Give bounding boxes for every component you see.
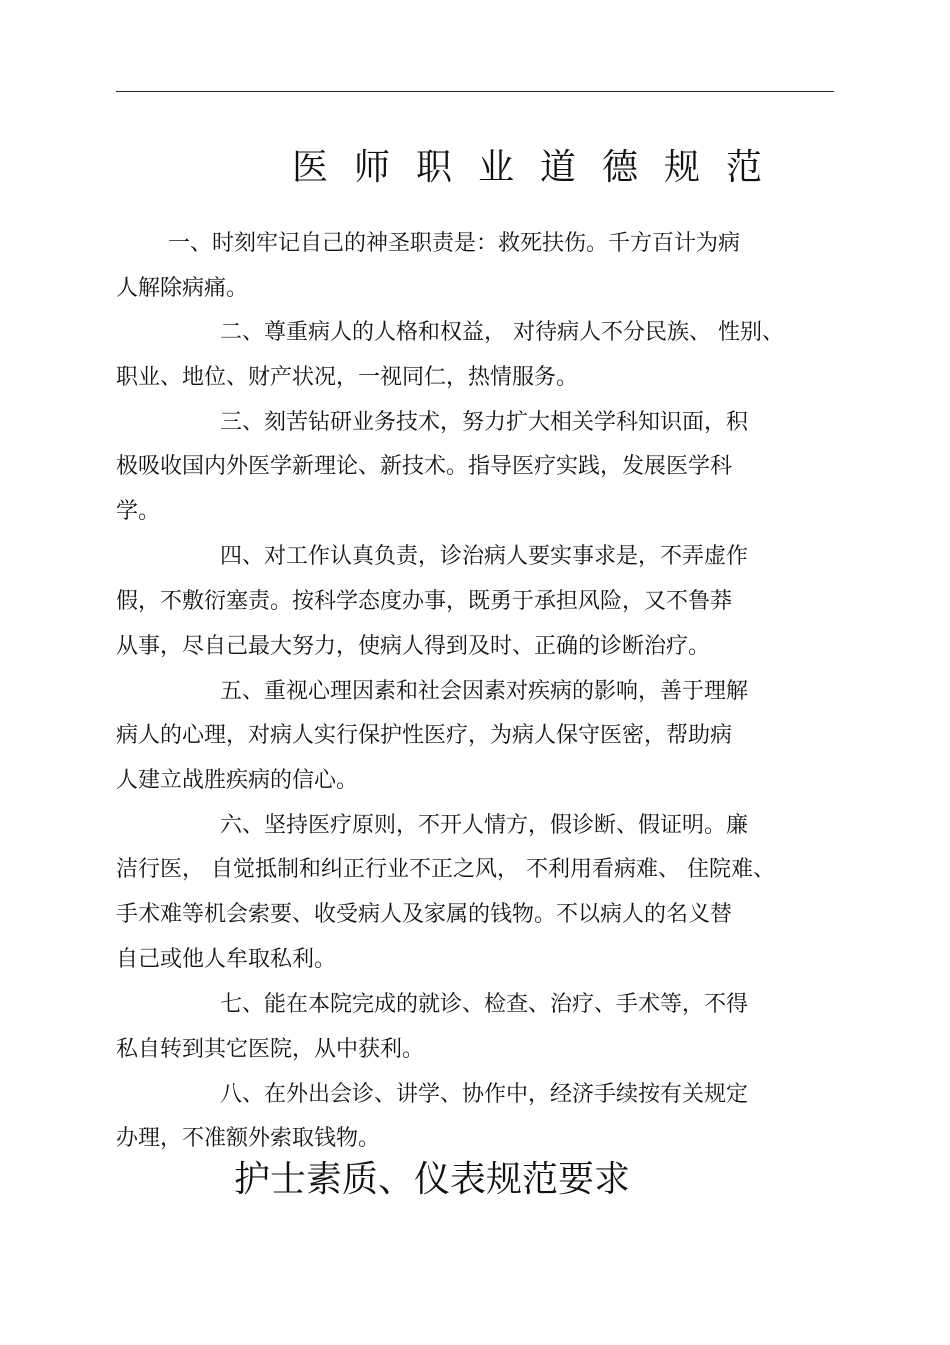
document-title: 医师职业道德规范 bbox=[292, 147, 789, 188]
line-4-2: 假，不敷衍塞责。按科学态度办事，既勇于承担风险，又不鲁莽 bbox=[116, 589, 733, 614]
line-5-3: 人建立战胜疾病的信心。 bbox=[116, 768, 359, 793]
line-8-1: 八、在外出会诊、讲学、协作中，经济手续按有关规定 bbox=[220, 1082, 749, 1107]
line-3-2: 极吸收国内外医学新理论、新技术。指导医疗实践，发展医学科 bbox=[116, 454, 733, 479]
line-3-1: 三、刻苦钻研业务技术，努力扩大相关学科知识面，积 bbox=[220, 410, 749, 435]
line-5-2: 病人的心理，对病人实行保护性医疗，为病人保守医密，帮助病 bbox=[116, 723, 733, 748]
line-4-1: 四、对工作认真负责，诊治病人要实事求是，不弄虚作 bbox=[220, 544, 749, 569]
line-2-1: 二、尊重病人的人格和权益， 对待病人不分民族、 性别、 bbox=[220, 320, 784, 345]
line-6-1: 六、坚持医疗原则，不开人情方，假诊断、假证明。廉 bbox=[220, 813, 749, 838]
line-5-1: 五、重视心理因素和社会因素对疾病的影响，善于理解 bbox=[220, 679, 749, 704]
line-1-1: 一、时刻牢记自己的神圣职责是：救死扶伤。千方百计为病 bbox=[168, 231, 741, 256]
line-6-2: 洁行医， 自觉抵制和纠正行业不正之风， 不利用看病难、 住院难、 bbox=[116, 857, 775, 882]
header-rule bbox=[116, 91, 834, 92]
section-subtitle: 护士素质、仪表规范要求 bbox=[234, 1159, 631, 1200]
line-4-3: 从事，尽自己最大努力，使病人得到及时、正确的诊断治疗。 bbox=[116, 634, 711, 659]
line-6-3: 手术难等机会索要、收受病人及家属的钱物。不以病人的名义替 bbox=[116, 902, 733, 927]
line-6-4: 自己或他人牟取私利。 bbox=[116, 947, 337, 972]
line-2-2: 职业、地位、财产状况，一视同仁，热情服务。 bbox=[116, 365, 579, 390]
line-7-1: 七、能在本院完成的就诊、检查、治疗、手术等，不得 bbox=[220, 992, 749, 1017]
line-7-2: 私自转到其它医院，从中获利。 bbox=[116, 1037, 425, 1062]
line-3-3: 学。 bbox=[116, 499, 161, 524]
line-1-2: 人解除病痛。 bbox=[116, 276, 249, 301]
line-8-2: 办理，不准额外索取钱物。 bbox=[116, 1126, 381, 1151]
